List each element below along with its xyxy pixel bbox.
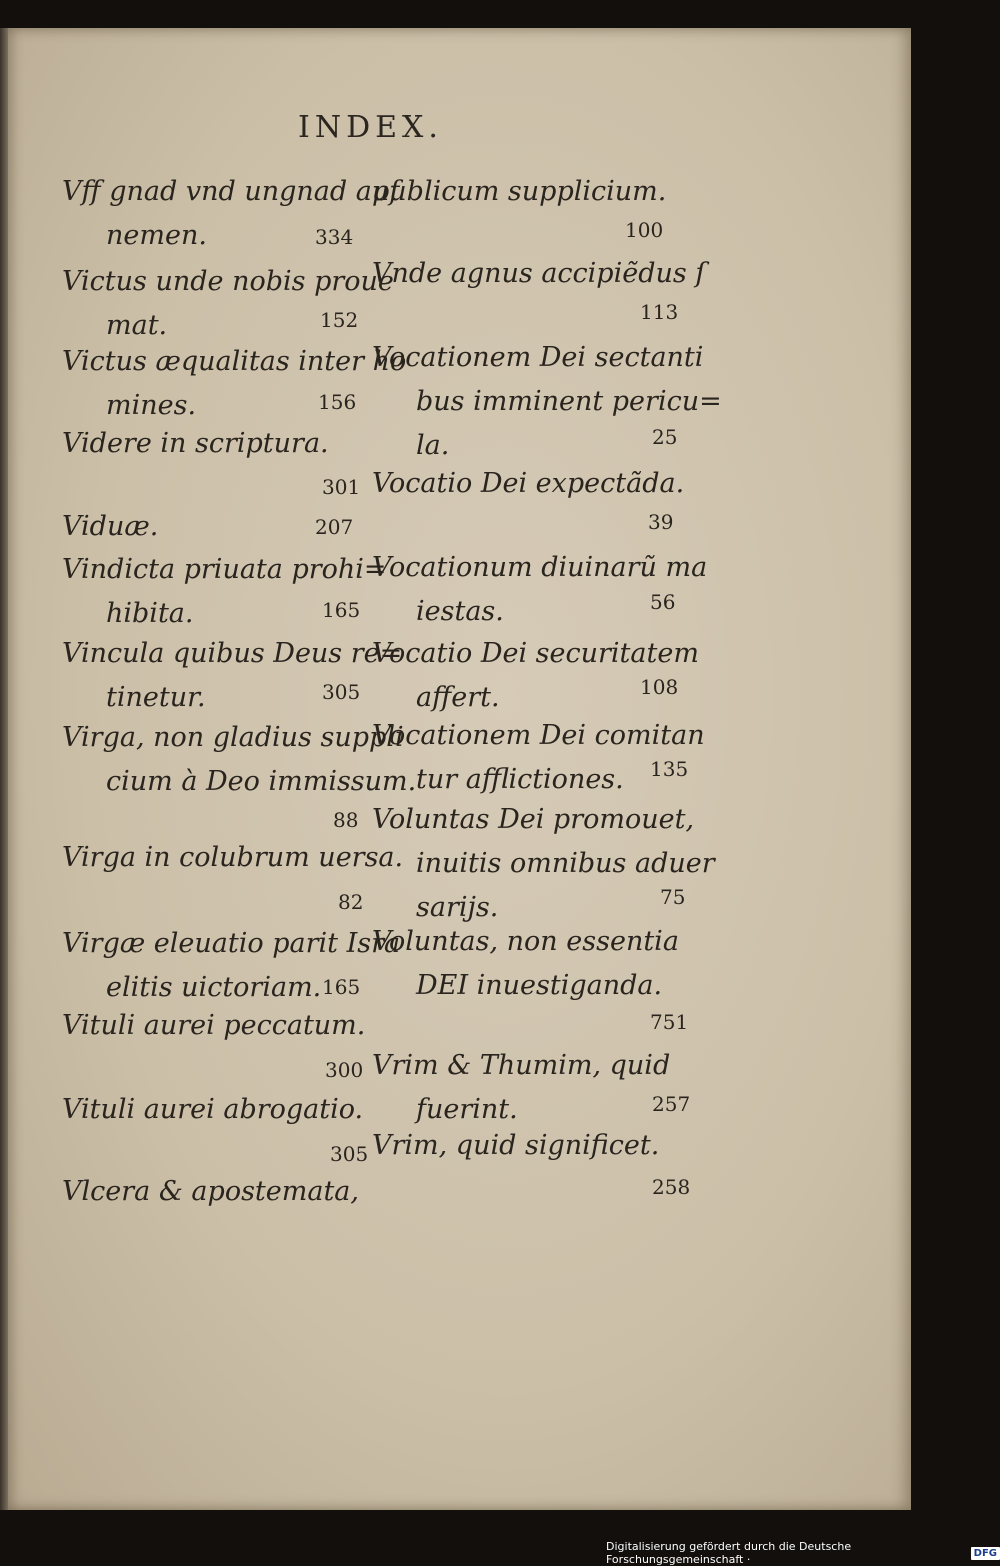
- entry-text: Vocatio Dei securitatem: [372, 638, 699, 669]
- entry-text: hibita.: [106, 598, 194, 629]
- entry-text: nemen.: [106, 220, 207, 251]
- index-entry: [62, 632, 402, 720]
- entry-text: Victus unde nobis proue: [62, 266, 394, 297]
- entry-text: tinetur.: [106, 682, 206, 713]
- digitization-credit: [606, 1540, 1000, 1566]
- entry-text: inuitis omnibus aduer: [416, 848, 715, 879]
- page-number: 39: [648, 510, 674, 534]
- entry-text: tur afflictiones.: [416, 764, 624, 795]
- index-entry: [372, 1044, 670, 1132]
- entry-text: Vlcera & apostemata,: [62, 1176, 359, 1207]
- page-number: 82: [338, 890, 364, 914]
- page-number: 88: [333, 808, 359, 832]
- entry-text: affert.: [416, 682, 500, 713]
- entry-text: Vindicta priuata prohi=: [62, 554, 387, 585]
- entry-text: Virgæ eleuatio parit Isra: [62, 928, 401, 959]
- page-number: 25: [652, 425, 678, 449]
- entry-text: Voluntas, non essentia: [372, 926, 679, 957]
- entry-text: Voluntas Dei promouet,: [372, 804, 695, 835]
- entry-text: elitis uictoriam.: [106, 972, 322, 1003]
- entry-text: Vnde agnus accipiẽdus ſ: [372, 258, 706, 289]
- entry-text: Virga, non gladius suppli: [62, 722, 404, 753]
- page-number: 305: [322, 680, 361, 704]
- index-entry: [62, 836, 403, 880]
- entry-text: la.: [416, 430, 450, 461]
- entry-text: Vocationum diuinarũ ma: [372, 552, 708, 583]
- entry-text: mines.: [106, 390, 197, 421]
- entry-text: fuerint.: [416, 1094, 518, 1125]
- page-number: 152: [320, 308, 359, 332]
- entry-text: Virga in colubrum uersa.: [62, 842, 404, 873]
- entry-text: bus imminent pericu=: [416, 386, 722, 417]
- page-number: 75: [660, 885, 686, 909]
- entry-text: sarijs.: [416, 892, 499, 923]
- page-number: 113: [640, 300, 679, 324]
- index-entry: [62, 548, 387, 636]
- index-entry: [62, 260, 394, 348]
- page-number: 257: [652, 1092, 691, 1116]
- index-entry: [372, 170, 666, 214]
- entry-text: Vrim & Thumim, quid: [372, 1050, 671, 1081]
- entry-text: Vocatio Dei expectãda.: [372, 468, 685, 499]
- page-number: 165: [322, 975, 361, 999]
- entry-text: Viduæ.: [62, 511, 159, 542]
- index-entry: [62, 422, 329, 466]
- page-title: INDEX.: [298, 110, 443, 145]
- entry-text: mat.: [106, 310, 168, 341]
- index-entry: [62, 340, 406, 428]
- page-number: 108: [640, 675, 679, 699]
- index-entry: [62, 1088, 363, 1132]
- page-number: 258: [652, 1175, 691, 1199]
- index-entry: [372, 252, 705, 296]
- entry-text: Vrim, quid significet.: [372, 1130, 660, 1161]
- entry-text: Vincula quibus Deus re=: [62, 638, 403, 669]
- page-number: 100: [625, 218, 664, 242]
- page-number: 156: [318, 390, 357, 414]
- page-number: 751: [650, 1010, 689, 1034]
- page-number: 300: [325, 1058, 364, 1082]
- index-entry: [372, 1124, 659, 1168]
- entry-text: Vituli aurei peccatum.: [62, 1010, 366, 1041]
- page-number: 301: [322, 475, 361, 499]
- entry-text: iestas.: [416, 596, 504, 627]
- entry-text: Videre in scriptura.: [62, 428, 329, 459]
- entry-text: Vocationem Dei sectanti: [372, 342, 704, 373]
- page-number: 207: [315, 515, 354, 539]
- index-entry: [372, 462, 684, 506]
- entry-text: Victus æqualitas inter ho: [62, 346, 407, 377]
- entry-text: Vituli aurei abrogatio.: [62, 1094, 364, 1125]
- page-number: 165: [322, 598, 361, 622]
- page-number: 305: [330, 1142, 369, 1166]
- index-entry: [62, 1004, 365, 1048]
- index-entry: [62, 1170, 359, 1214]
- entry-text: cium à Deo immissum.: [106, 766, 417, 797]
- dfg-logo: DFG: [971, 1547, 1000, 1560]
- page-number: 334: [315, 225, 354, 249]
- entry-text: Vff gnad vnd ungnad auf: [62, 176, 400, 207]
- page-number: 56: [650, 590, 676, 614]
- page-number: 135: [650, 757, 689, 781]
- index-entry: [62, 716, 416, 804]
- entry-text: Vocationem Dei comitan: [372, 720, 705, 751]
- index-entry: [372, 798, 715, 930]
- entry-text: DEI inuestiganda.: [416, 970, 663, 1001]
- footer-text: Digitalisierung gefördert durch die Deutsche Forschungsgemeinschaft ·: [606, 1540, 852, 1566]
- entry-text: publicum supplicium.: [372, 176, 667, 207]
- index-entry: [372, 920, 679, 1008]
- index-entry: [62, 505, 158, 549]
